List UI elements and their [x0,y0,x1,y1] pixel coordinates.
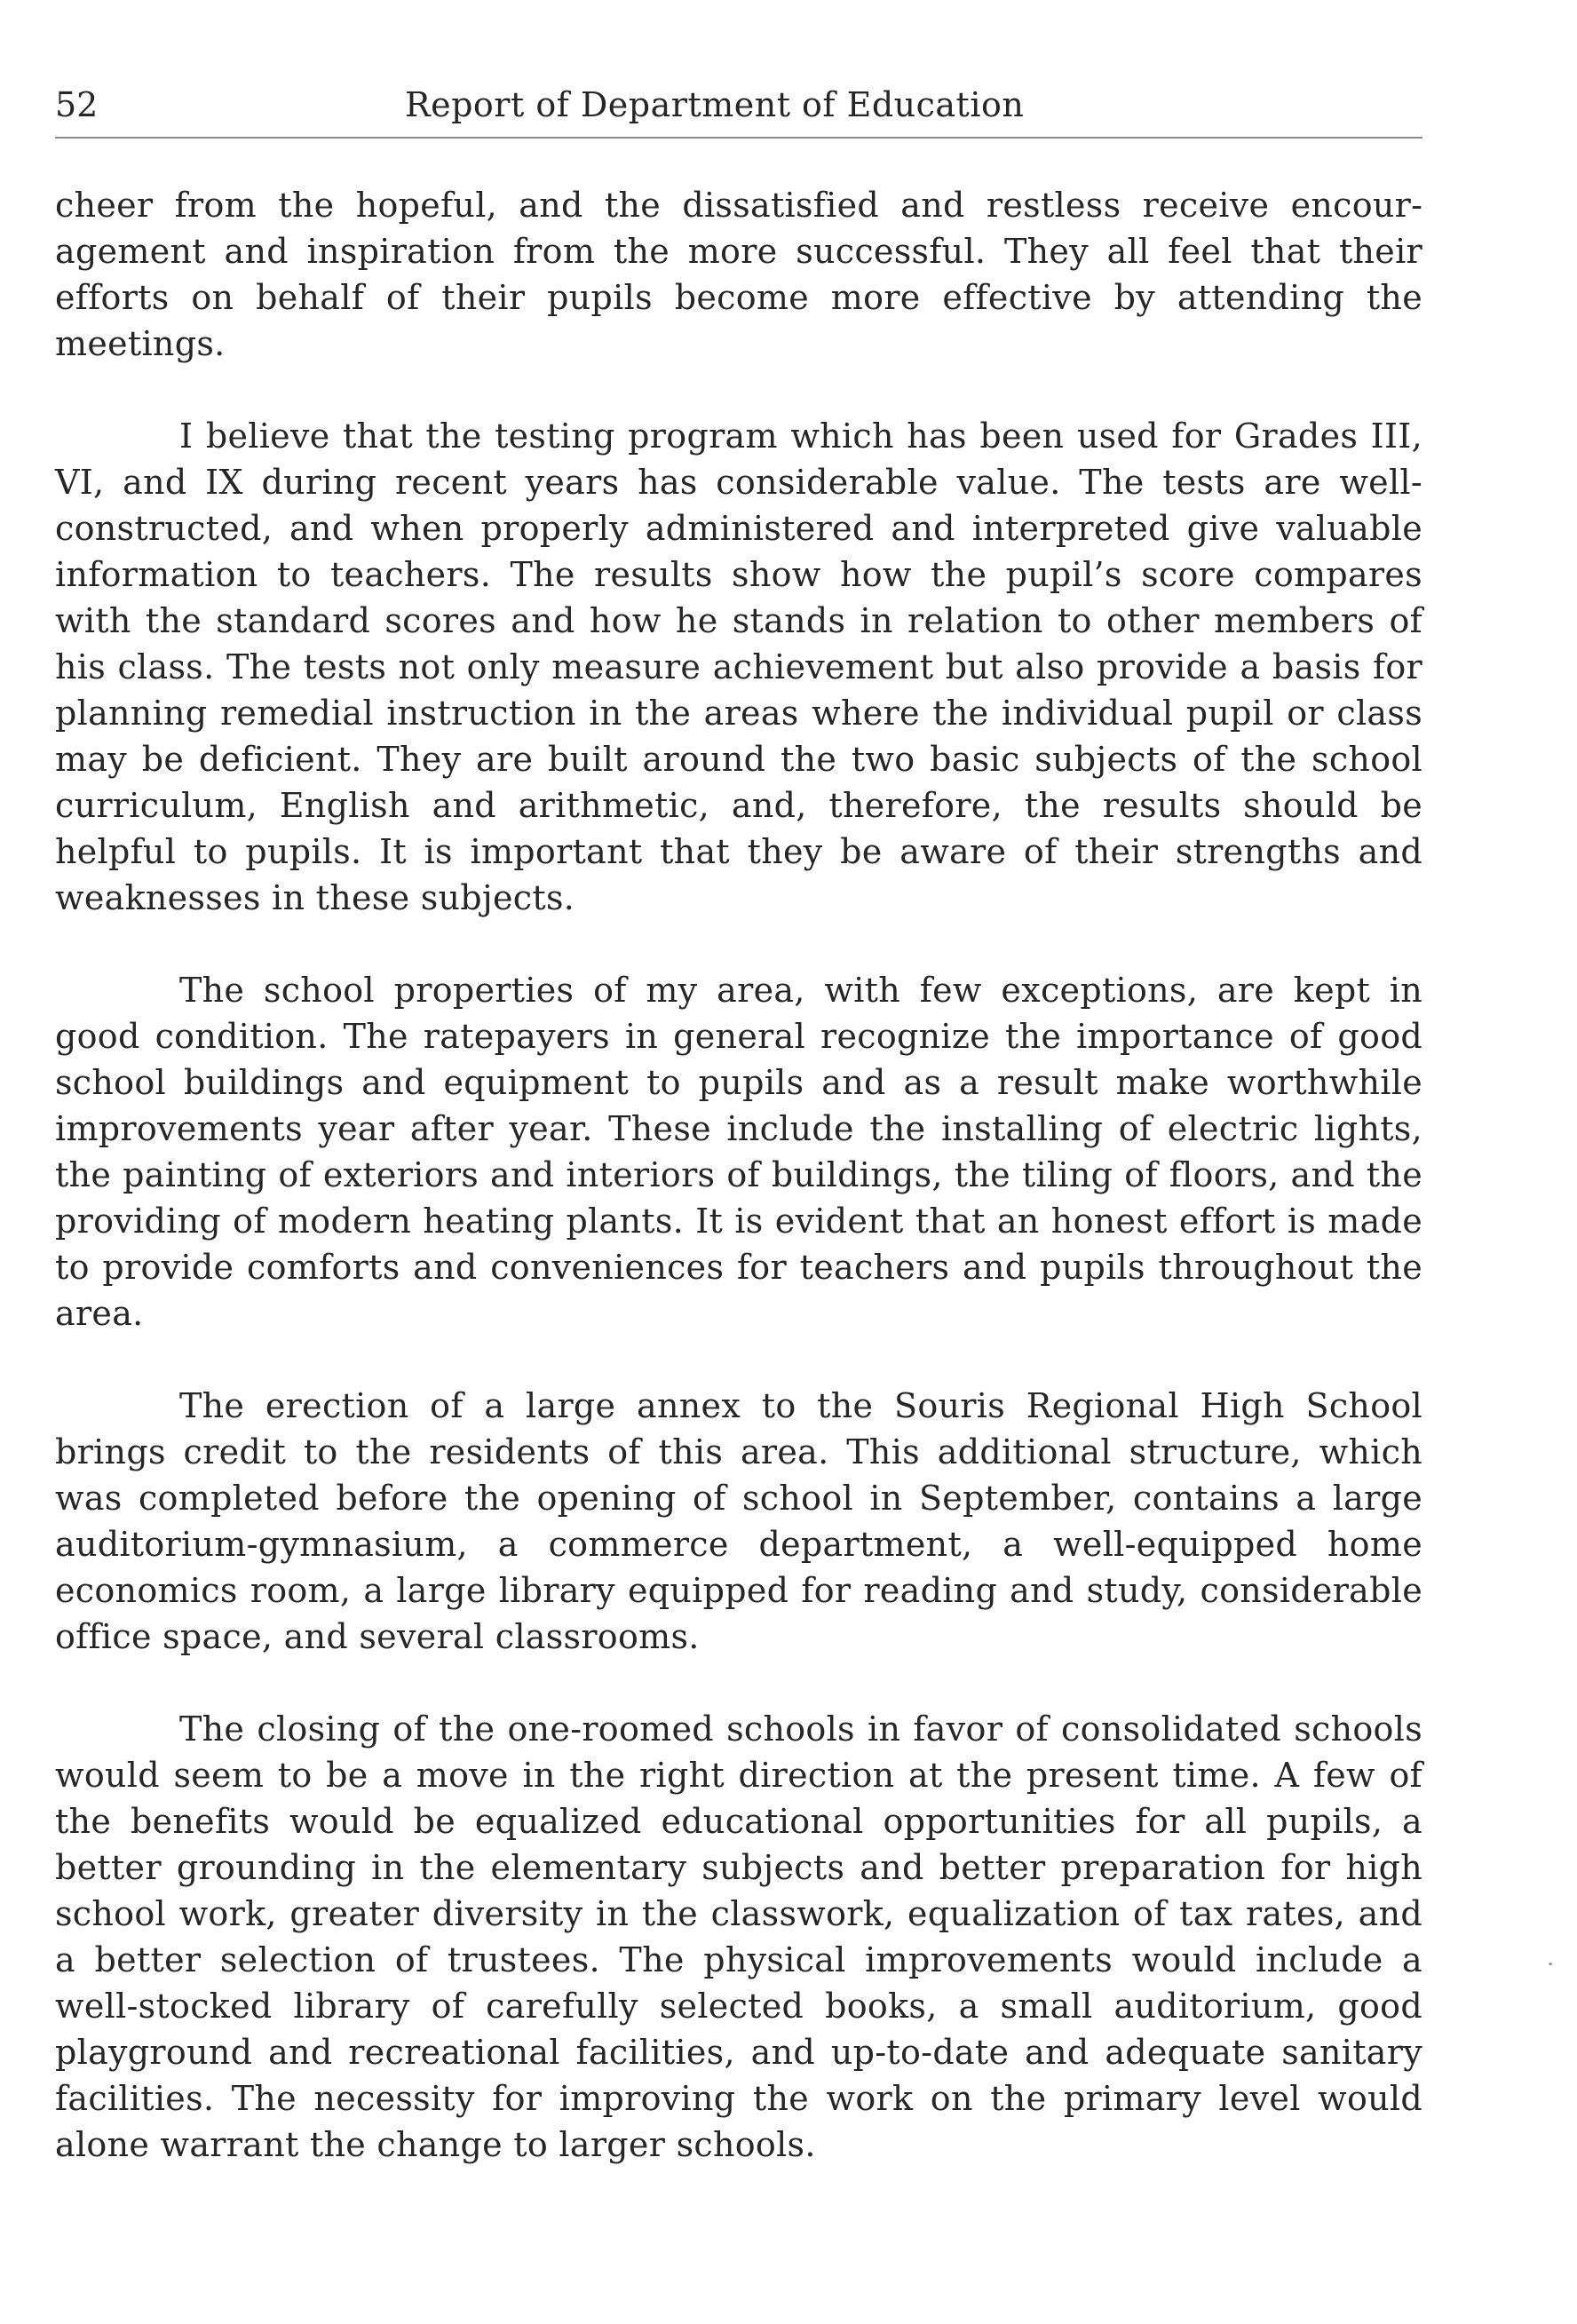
scan-speck [1549,1963,1552,1965]
paragraph-testing-program: I believe that the testing program which has been used for Grades III, VI, and IX during recent years has considerable value. The tests are well-constructed, and when properly administered and interpreted give valuable information to teachers. The results show how the pupil’s score compares with the standard scores and how he stands in relation to other members of his class. The tests not only measure achievement but also provide a basis for planning remedial instruction in the areas where the individual pupil or class may be deficient. They are built around the two basic subjects of the school curriculum, English and arithmetic, and, therefore, the results should be helpful to pupils. It is important that they be aware of their strengths and weaknesses in these subjects. [55,416,1422,917]
paragraph-consolidated-schools: The closing of the one-roomed schools in favor of consolidated schools would seem to be a move in the right direction at the present time. A few of the benefits would be equalized educational opportunities for all pupils, a better grounding in the elementary subjects and better preparation for high school work, greater diversity in the classwork, equalization of tax rates, and a better selection of trustees. The physical improvements would include a well-stocked library of carefully selected books, a small auditorium, good playground and recreational facilities, and up-to-date and adequate sanitary facilities. The necessity for improving the work on the primary level would alone warrant the change to larger schools. [55,1709,1422,2164]
body-text [55,182,1422,2214]
running-title: Report of Department of Education [405,85,1025,124]
paragraph-continuation: cheer from the hopeful, and the dissatisfied and restless receive encouragement and inspiration from the more successful. They all feel that their efforts on behalf of their pupils become more effective by attending the meetings. [55,186,1422,363]
paragraph-souris-annex: The erection of a large annex to the Souris Regional High School brings credit to the residents of this area. This additional structure, which was completed before the opening of school in September, contains a large auditorium-gymnasium, a commerce department, a well-equipped home economics room, a large library equipped for reading and study, considerable office space, and several classrooms. [55,1386,1422,1656]
page-header [55,78,1422,131]
paragraph-school-properties: The school properties of my area, with few exceptions, are kept in good condition. The ratepayers in general recognize the importance of good school buildings and equipment to pupils and as a result make worthwhile improvements year after year. These include the installing of electric lights, the painting of exteriors and interiors of buildings, the tiling of floors, and the providing of modern heating plants. It is evident that an honest effort is made to provide comforts and conveniences for teachers and pupils throughout the area. [55,971,1422,1333]
page-number: 52 [55,85,99,124]
header-rule [55,137,1422,139]
